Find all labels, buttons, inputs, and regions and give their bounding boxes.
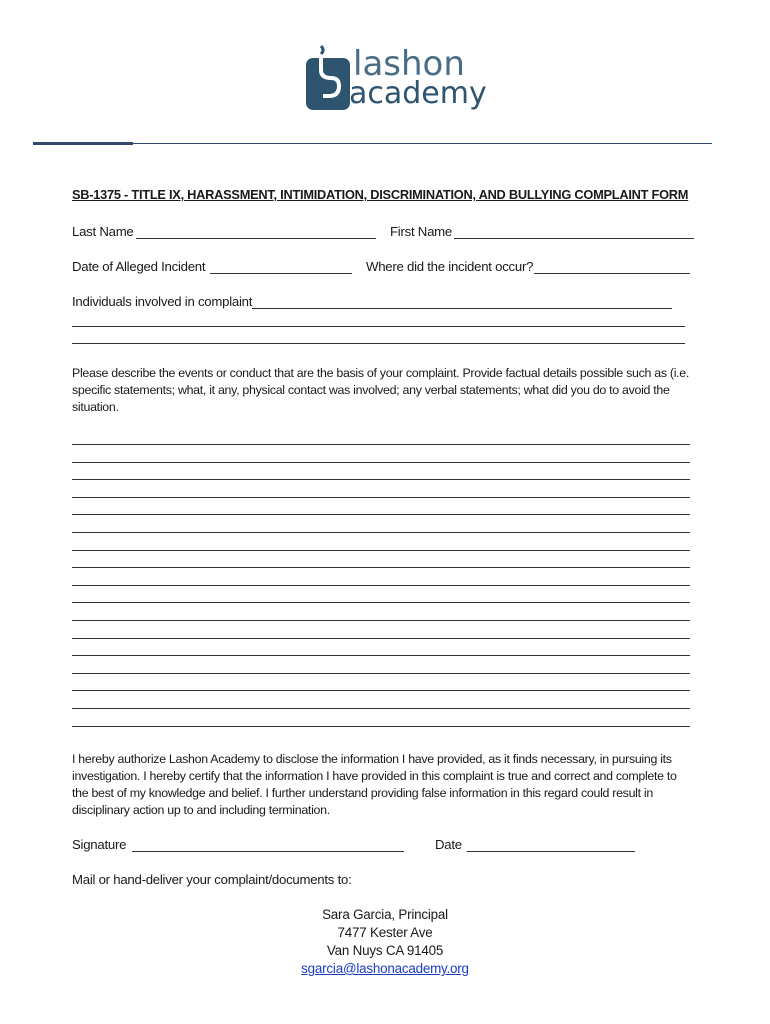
description-line[interactable] <box>72 514 690 515</box>
contact-street: 7477 Kester Ave <box>337 925 433 940</box>
incident-location-field[interactable] <box>534 273 690 274</box>
description-line[interactable] <box>72 708 690 709</box>
description-line[interactable] <box>72 550 690 551</box>
form-title: SB-1375 - TITLE IX, HARASSMENT, INTIMIDATION, DISCRIMINATION, AND BULLYING COMPLAINT FORM <box>72 187 689 202</box>
description-line[interactable] <box>72 497 690 498</box>
description-line[interactable] <box>72 479 690 480</box>
description-line[interactable] <box>72 620 690 621</box>
description-line[interactable] <box>72 690 690 691</box>
description-line[interactable] <box>72 655 690 656</box>
individuals-field[interactable] <box>252 308 672 309</box>
individuals-line[interactable] <box>72 343 685 344</box>
description-line[interactable] <box>72 638 690 639</box>
logo-text-academy: academy <box>349 76 487 111</box>
incident-date-field[interactable] <box>210 273 352 274</box>
contact-email-link[interactable]: sgarcia@lashonacademy.org <box>301 961 469 976</box>
signature-field[interactable] <box>132 851 404 852</box>
individuals-label: Individuals involved in complaint <box>72 294 253 309</box>
description-line[interactable] <box>72 585 690 586</box>
contact-city: Van Nuys CA 91405 <box>326 943 444 958</box>
description-line[interactable] <box>72 726 690 727</box>
first-name-label: First Name <box>390 224 452 239</box>
signature-label: Signature <box>72 837 127 852</box>
header-rule <box>33 143 712 144</box>
description-line[interactable] <box>72 462 690 463</box>
describe-instructions: Please describe the events or conduct that are the basis of your complaint. Provide factual details possible such as (i.e. specific statements; what, it any, physical contact was involved; any verbal statements; what did you do to avoid the situation. <box>72 366 690 414</box>
contact-name: Sara Garcia, Principal <box>322 907 448 922</box>
description-line[interactable] <box>72 602 690 603</box>
description-line[interactable] <box>72 444 690 445</box>
description-line[interactable] <box>72 567 690 568</box>
date-field[interactable] <box>467 851 635 852</box>
incident-location-label: Where did the incident occur? <box>366 259 534 274</box>
incident-date-label: Date of Alleged Incident <box>72 259 206 274</box>
last-name-field[interactable] <box>136 238 376 239</box>
last-name-label: Last Name <box>72 224 134 239</box>
contact-block <box>0 906 770 978</box>
description-line[interactable] <box>72 532 690 533</box>
authorization-text: I hereby authorize Lashon Academy to disclose the information I have provided, as it finds necessary, in pursuing its investigation. I hereby certify that the information I have provided in this complaint is true and correct and complete to the best of my knowledge and belief. I further understand providing false information in this regard could result in disciplinary action up to and including termination. <box>72 752 677 817</box>
logo <box>303 44 487 116</box>
date-label: Date <box>435 837 462 852</box>
logo-text-lashon: lashon <box>353 44 465 84</box>
first-name-field[interactable] <box>454 238 694 239</box>
description-line[interactable] <box>72 673 690 674</box>
individuals-line[interactable] <box>72 326 685 327</box>
mail-instructions: Mail or hand-deliver your complaint/documents to: <box>72 872 352 887</box>
